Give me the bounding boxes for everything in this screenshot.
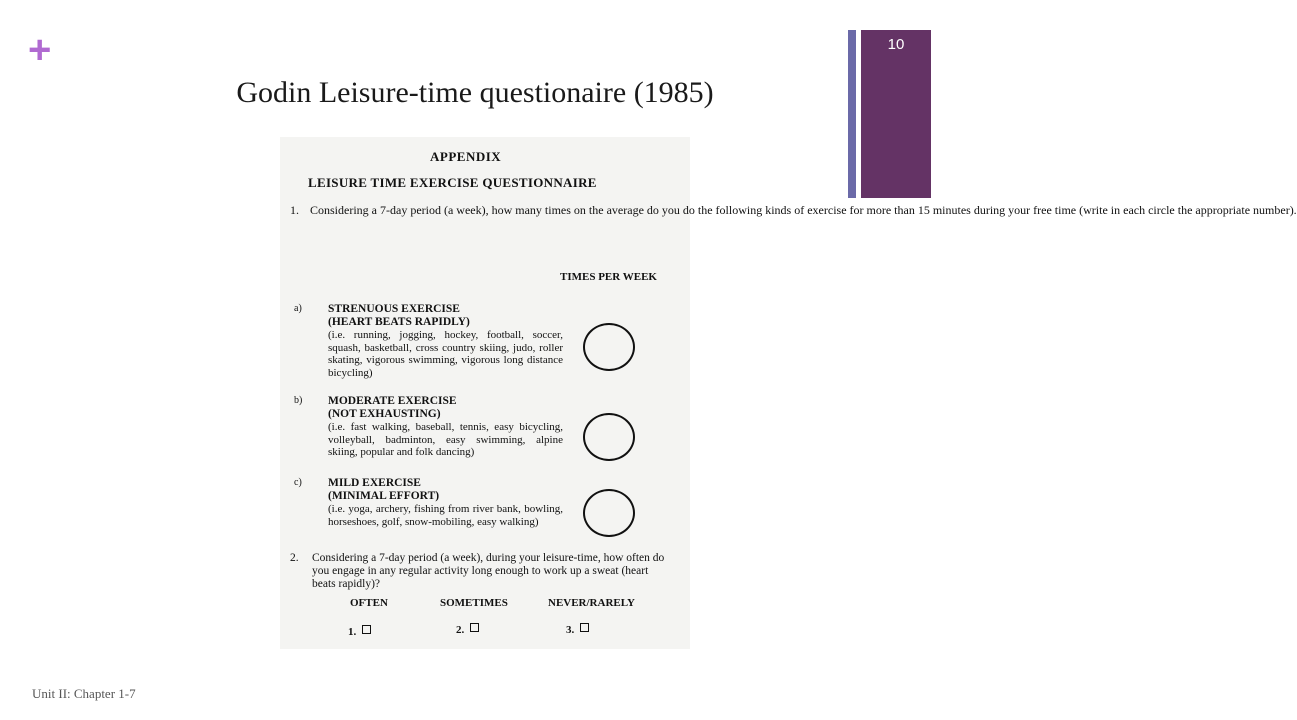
answer-circle-mild[interactable] bbox=[583, 489, 635, 537]
choice-1-label: 1. bbox=[348, 626, 357, 638]
choice-3[interactable] bbox=[566, 623, 589, 636]
choice-3-label: 3. bbox=[566, 624, 575, 636]
choice-2[interactable] bbox=[456, 623, 479, 636]
accent-bar-thin bbox=[848, 30, 856, 198]
item-subheading: (MINIMAL EFFORT) bbox=[328, 490, 440, 502]
option-sometimes: SOMETIMES bbox=[440, 597, 508, 609]
questionnaire-scan bbox=[280, 137, 1297, 649]
checkbox-icon[interactable] bbox=[470, 623, 479, 632]
item-subheading: (NOT EXHAUSTING) bbox=[328, 408, 441, 420]
item-heading: MILD EXERCISE bbox=[328, 477, 421, 489]
question-2-text: Considering a 7-day period (a week), during your leisure-time, how often do you engage in any regular activity long enough to work up a sweat (heart beats rapidly)? bbox=[312, 552, 665, 590]
item-examples: (i.e. running, jogging, hockey, football, soccer, squash, basketball, cross country skiing, judo, roller skating, vigorous swimming, vigorous long distance bicycling) bbox=[328, 329, 563, 379]
item-examples: (i.e. yoga, archery, fishing from river bank, bowling, horseshoes, golf, snow-mobiling, easy walking) bbox=[328, 503, 563, 528]
item-letter: b) bbox=[294, 395, 303, 406]
option-never-rarely: NEVER/RARELY bbox=[548, 597, 636, 609]
item-letter: c) bbox=[294, 477, 302, 488]
question-1-text: Considering a 7-day period (a week), how many times on the average do you do the following kinds of exercise for more than 15 minutes during your free time (write in each circle the appropriate number). bbox=[310, 203, 1297, 217]
checkbox-icon[interactable] bbox=[580, 623, 589, 632]
item-heading: STRENUOUS EXERCISE bbox=[328, 303, 460, 315]
questionnaire-title: LEISURE TIME EXERCISE QUESTIONNAIRE bbox=[308, 175, 597, 190]
accent-bar-thick bbox=[861, 30, 931, 198]
question-1-number: 1. bbox=[290, 203, 299, 217]
option-often: OFTEN bbox=[350, 597, 388, 609]
answer-circle-strenuous[interactable] bbox=[583, 323, 635, 371]
slide-number: 10 bbox=[887, 36, 905, 53]
choice-1[interactable] bbox=[348, 625, 371, 638]
question-2-number: 2. bbox=[290, 552, 299, 564]
footer-text: Unit II: Chapter 1-7 bbox=[32, 686, 136, 701]
times-per-week-header: TIMES PER WEEK bbox=[560, 271, 657, 283]
appendix-heading: APPENDIX bbox=[430, 149, 502, 164]
item-subheading: (HEART BEATS RAPIDLY) bbox=[328, 316, 470, 328]
answer-circle-moderate[interactable] bbox=[583, 413, 635, 461]
slide-title: Godin Leisure-time questionaire (1985) bbox=[236, 76, 714, 109]
item-examples: (i.e. fast walking, baseball, tennis, easy bicycling, volleyball, badminton, easy swimming, alpine skiing, popular and folk dancing) bbox=[328, 421, 563, 458]
item-letter: a) bbox=[294, 303, 302, 314]
choice-2-label: 2. bbox=[456, 624, 465, 636]
plus-icon: + bbox=[28, 28, 52, 72]
checkbox-icon[interactable] bbox=[362, 625, 371, 634]
item-heading: MODERATE EXERCISE bbox=[328, 395, 457, 407]
